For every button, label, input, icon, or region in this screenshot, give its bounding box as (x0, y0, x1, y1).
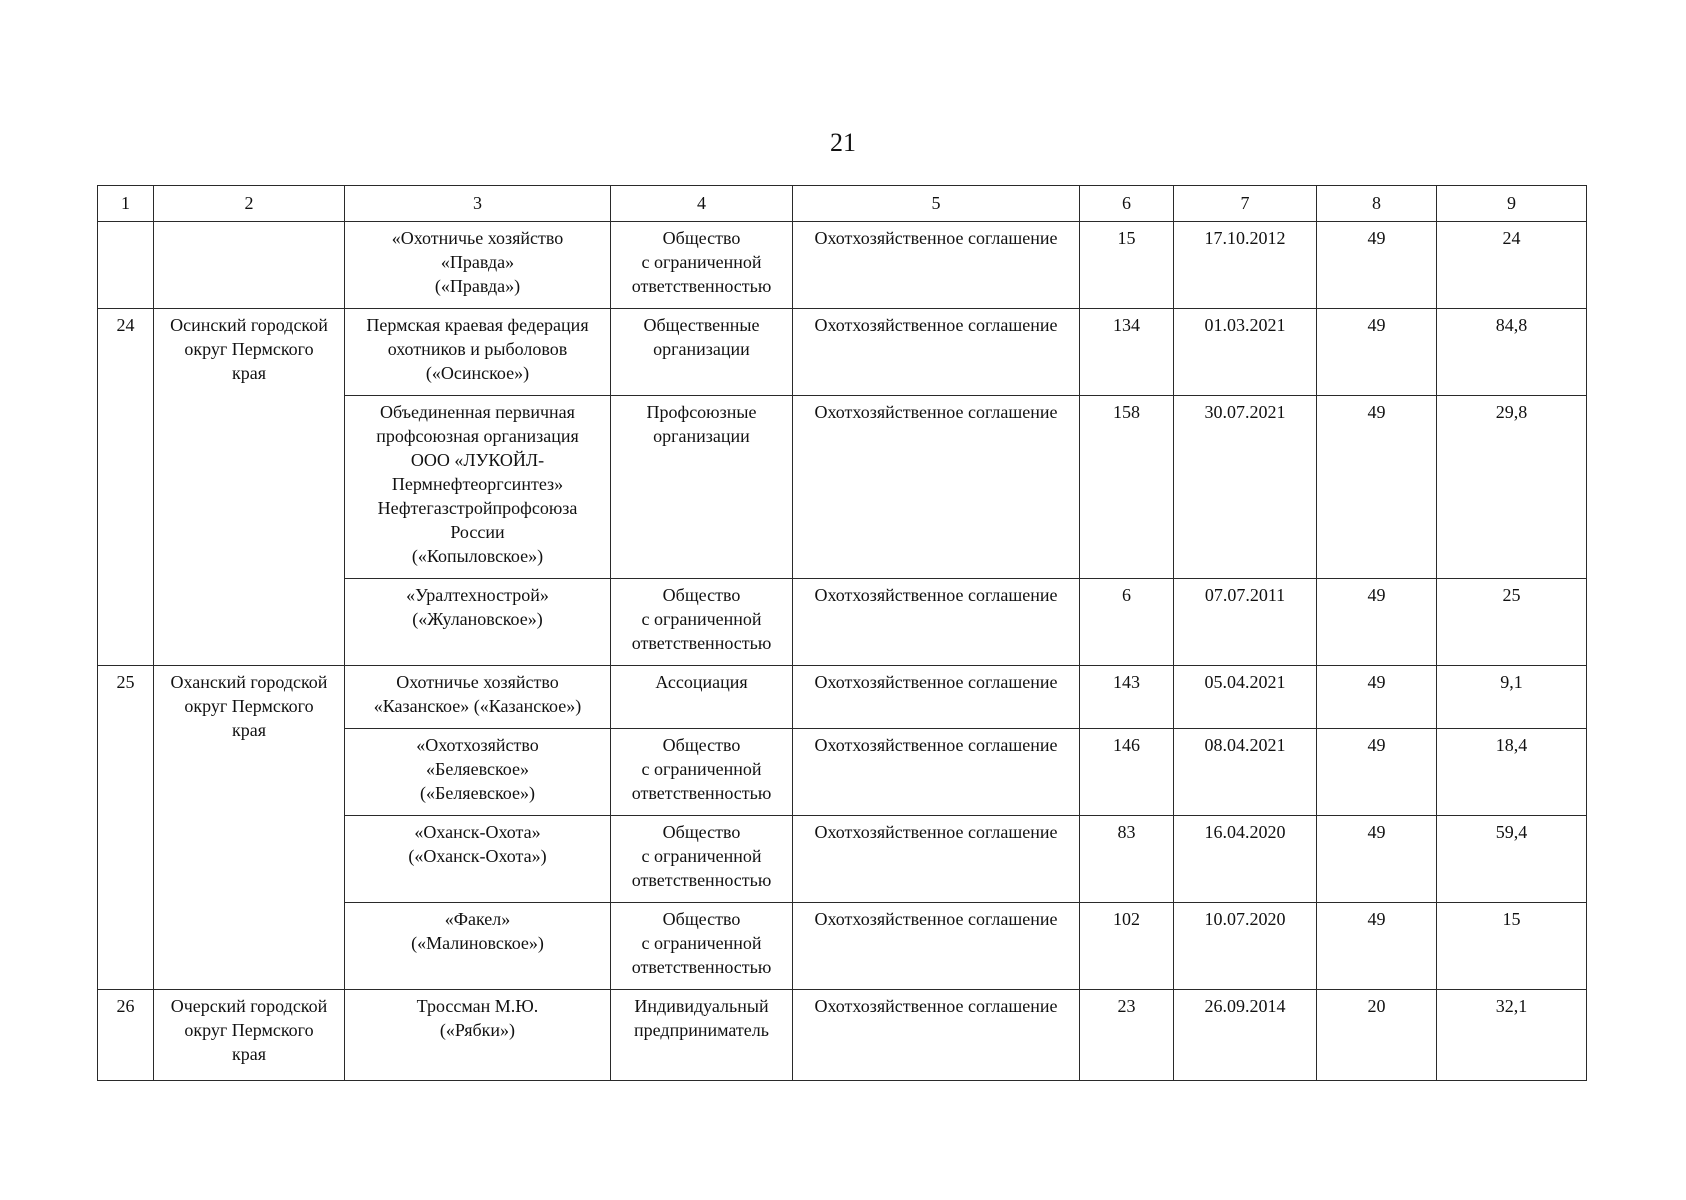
document-type: Охотхозяйственное соглашение (793, 816, 1080, 903)
column-header: 4 (611, 186, 793, 222)
agreement-date: 01.03.2021 (1174, 309, 1317, 396)
agreement-date: 10.07.2020 (1174, 903, 1317, 990)
term-years: 49 (1317, 903, 1437, 990)
legal-form: Общественные организации (611, 309, 793, 396)
area-value: 15 (1437, 903, 1587, 990)
table-row (98, 666, 1587, 729)
document-type: Охотхозяйственное соглашение (793, 903, 1080, 990)
agreement-number: 83 (1080, 816, 1174, 903)
agreement-date: 30.07.2021 (1174, 396, 1317, 579)
organization-name: Троссман М.Ю. («Рябки») (345, 990, 611, 1081)
table-row (98, 990, 1587, 1081)
organization-name: «Факел» («Малиновское») (345, 903, 611, 990)
area-value: 18,4 (1437, 729, 1587, 816)
agreement-date: 05.04.2021 (1174, 666, 1317, 729)
document-type: Охотхозяйственное соглашение (793, 990, 1080, 1081)
document-type: Охотхозяйственное соглашение (793, 309, 1080, 396)
document-type: Охотхозяйственное соглашение (793, 222, 1080, 309)
area-value: 59,4 (1437, 816, 1587, 903)
column-header: 1 (98, 186, 154, 222)
row-number: 24 (98, 309, 154, 666)
organization-name: Объединенная первичная профсоюзная организация ООО «ЛУКОЙЛ- Пермнефтеоргсинтез» Нефтегазстройпрофсоюза России («Копыловское») (345, 396, 611, 579)
legal-form: Общество с ограниченной ответственностью (611, 903, 793, 990)
agreement-number: 158 (1080, 396, 1174, 579)
organization-name: «Охотхозяйство «Беляевское» («Беляевское») (345, 729, 611, 816)
document-type: Охотхозяйственное соглашение (793, 396, 1080, 579)
row-number: 25 (98, 666, 154, 990)
agreement-number: 146 (1080, 729, 1174, 816)
organization-name: «Оханск-Охота» («Оханск-Охота») (345, 816, 611, 903)
organization-name: Пермская краевая федерация охотников и рыболовов («Осинское») (345, 309, 611, 396)
page-number: 21 (830, 128, 856, 157)
table-row (98, 309, 1587, 396)
agreement-number: 6 (1080, 579, 1174, 666)
district-name: Осинский городской округ Пермского края (154, 309, 345, 666)
term-years: 49 (1317, 396, 1437, 579)
district-name: Очерский городской округ Пермского края (154, 990, 345, 1081)
legal-form: Общество с ограниченной ответственностью (611, 579, 793, 666)
column-header: 5 (793, 186, 1080, 222)
organization-name: Охотничье хозяйство «Казанское» («Казанское») (345, 666, 611, 729)
column-header: 9 (1437, 186, 1587, 222)
term-years: 49 (1317, 579, 1437, 666)
term-years: 20 (1317, 990, 1437, 1081)
organization-name: «Уралтехнострой» («Жулановское») (345, 579, 611, 666)
agreement-date: 08.04.2021 (1174, 729, 1317, 816)
legal-form: Профсоюзные организации (611, 396, 793, 579)
column-header: 7 (1174, 186, 1317, 222)
agreement-date: 17.10.2012 (1174, 222, 1317, 309)
column-header: 3 (345, 186, 611, 222)
area-value: 9,1 (1437, 666, 1587, 729)
agreement-number: 102 (1080, 903, 1174, 990)
column-header: 8 (1317, 186, 1437, 222)
table-row (98, 222, 1587, 309)
legal-form: Ассоциация (611, 666, 793, 729)
district-name: Оханский городской округ Пермского края (154, 666, 345, 990)
document-type: Охотхозяйственное соглашение (793, 579, 1080, 666)
term-years: 49 (1317, 309, 1437, 396)
header-row (98, 186, 1587, 222)
document-type: Охотхозяйственное соглашение (793, 729, 1080, 816)
legal-form: Общество с ограниченной ответственностью (611, 222, 793, 309)
agreement-date: 26.09.2014 (1174, 990, 1317, 1081)
row-number: 26 (98, 990, 154, 1081)
agreement-number: 134 (1080, 309, 1174, 396)
area-value: 25 (1437, 579, 1587, 666)
agreement-date: 16.04.2020 (1174, 816, 1317, 903)
agreement-date: 07.07.2011 (1174, 579, 1317, 666)
agreement-number: 15 (1080, 222, 1174, 309)
district-name (154, 222, 345, 309)
agreement-number: 143 (1080, 666, 1174, 729)
row-number (98, 222, 154, 309)
legal-form: Общество с ограниченной ответственностью (611, 816, 793, 903)
organization-name: «Охотничье хозяйство «Правда» («Правда») (345, 222, 611, 309)
column-header: 2 (154, 186, 345, 222)
term-years: 49 (1317, 222, 1437, 309)
area-value: 29,8 (1437, 396, 1587, 579)
area-value: 84,8 (1437, 309, 1587, 396)
agreement-number: 23 (1080, 990, 1174, 1081)
area-value: 24 (1437, 222, 1587, 309)
document-type: Охотхозяйственное соглашение (793, 666, 1080, 729)
term-years: 49 (1317, 729, 1437, 816)
area-value: 32,1 (1437, 990, 1587, 1081)
column-header: 6 (1080, 186, 1174, 222)
legal-form: Общество с ограниченной ответственностью (611, 729, 793, 816)
legal-form: Индивидуальный предприниматель (611, 990, 793, 1081)
hunting-grounds-table (97, 185, 1587, 1081)
term-years: 49 (1317, 816, 1437, 903)
term-years: 49 (1317, 666, 1437, 729)
